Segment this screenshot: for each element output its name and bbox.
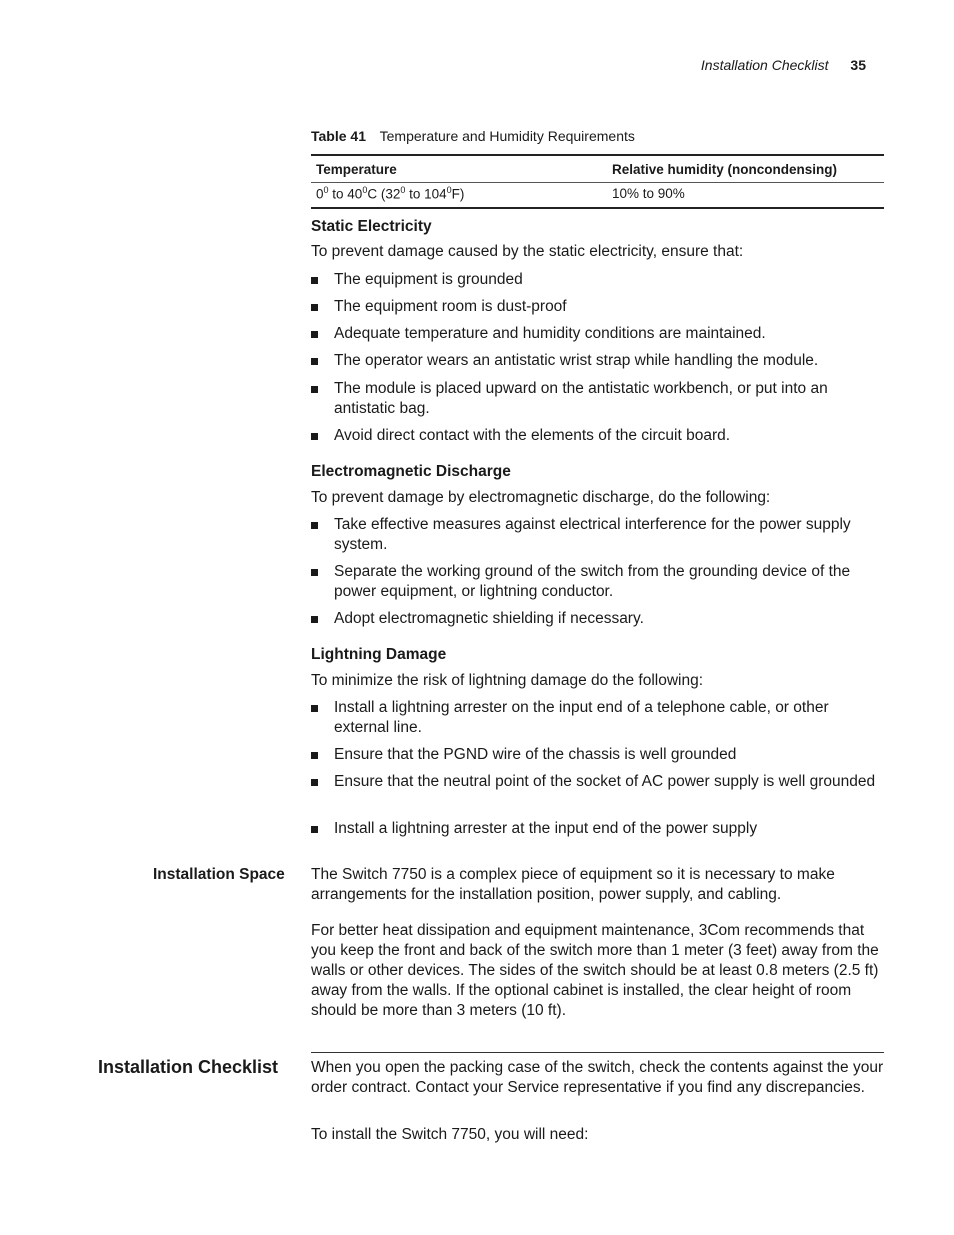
bullet-icon	[311, 277, 318, 284]
temperature-humidity-table	[311, 154, 884, 209]
table-title: Temperature and Humidity Requirements	[379, 128, 635, 144]
installation-checklist-paragraph-1: When you open the packing case of the switch, check the contents against the your order contract. Contact your Service representative if you find any discrepancies.	[311, 1059, 884, 1096]
bullet-icon	[311, 616, 318, 623]
bullet-icon	[311, 752, 318, 759]
list-item: Install a lightning arrester on the input end of a telephone cable, or other external line.	[311, 698, 884, 738]
table-row	[311, 183, 884, 208]
column-header-temperature: Temperature	[311, 155, 607, 183]
column-header-humidity: Relative humidity (noncondensing)	[607, 155, 884, 183]
list-item: Ensure that the PGND wire of the chassis is well grounded	[311, 745, 884, 765]
lightning-damage-intro: To minimize the risk of lightning damage do the following:	[311, 672, 704, 689]
installation-checklist-paragraph-2: To install the Switch 7750, you will need:	[311, 1126, 589, 1143]
installation-space-paragraph-1: The Switch 7750 is a complex piece of equipment so it is necessary to make arrangements for the installation position, power supply, and cabling.	[311, 866, 835, 903]
static-electricity-intro: To prevent damage caused by the static electricity, ensure that:	[311, 243, 744, 260]
table-label: Table 41	[311, 128, 366, 144]
electromagnetic-discharge-heading: Electromagnetic Discharge	[311, 463, 511, 480]
cell-temperature: $0^0$ to $40^0C$ ($32^0$ to $104^0F$)	[311, 183, 607, 208]
list-item: Ensure that the neutral point of the socket of AC power supply is well grounded	[311, 772, 884, 792]
list-item: The module is placed upward on the antistatic workbench, or put into an antistatic bag.	[311, 379, 884, 419]
installation-space-paragraph-2: For better heat dissipation and equipment maintenance, 3Com recommends that you keep the front and back of the switch more than 1 meter (3 feet) away from the walls or other devices. The sides of the switch should be at least 0.8 meters (2.5 ft) away from the walls. If the optional cabinet is installed, the clear height of room should be more than 3 meters (10 ft).	[311, 922, 879, 1019]
list-item: Separate the working ground of the switch from the grounding device of the power equipment, or lightning conductor.	[311, 562, 884, 602]
list-item: The equipment is grounded	[311, 270, 884, 290]
list-item: The operator wears an antistatic wrist strap while handling the module.	[311, 351, 884, 371]
list-item: Adopt electromagnetic shielding if necessary.	[311, 609, 884, 629]
bullet-icon	[311, 569, 318, 576]
list-item: Avoid direct contact with the elements of the circuit board.	[311, 426, 884, 446]
bullet-icon	[311, 522, 318, 529]
bullet-icon	[311, 331, 318, 338]
bullet-icon	[311, 386, 318, 393]
installation-checklist-heading: Installation Checklist	[98, 1057, 279, 1077]
list-item: Take effective measures against electrical interference for the power supply system.	[311, 515, 884, 555]
bullet-icon	[311, 705, 318, 712]
header-section-title: Installation Checklist	[700, 57, 829, 73]
installation-space-heading: Installation Space	[153, 866, 285, 883]
section-divider	[311, 1052, 884, 1053]
lightning-damage-heading: Lightning Damage	[311, 646, 447, 663]
table-caption	[311, 128, 635, 144]
bullet-icon	[311, 358, 318, 365]
page-number: 35	[850, 57, 866, 73]
bullet-icon	[311, 779, 318, 786]
bullet-icon	[311, 304, 318, 311]
electromagnetic-discharge-intro: To prevent damage by electromagnetic discharge, do the following:	[311, 489, 771, 506]
bullet-icon	[311, 826, 318, 833]
list-item: The equipment room is dust-proof	[311, 297, 884, 317]
bullet-icon	[311, 433, 318, 440]
list-item: Adequate temperature and humidity conditions are maintained.	[311, 324, 884, 344]
cell-humidity: 10% to 90%	[607, 183, 884, 208]
table-header-row	[311, 155, 884, 183]
list-item: Install a lightning arrester at the input end of the power supply	[311, 819, 884, 839]
static-electricity-heading: Static Electricity	[311, 218, 432, 235]
running-header	[701, 57, 866, 73]
